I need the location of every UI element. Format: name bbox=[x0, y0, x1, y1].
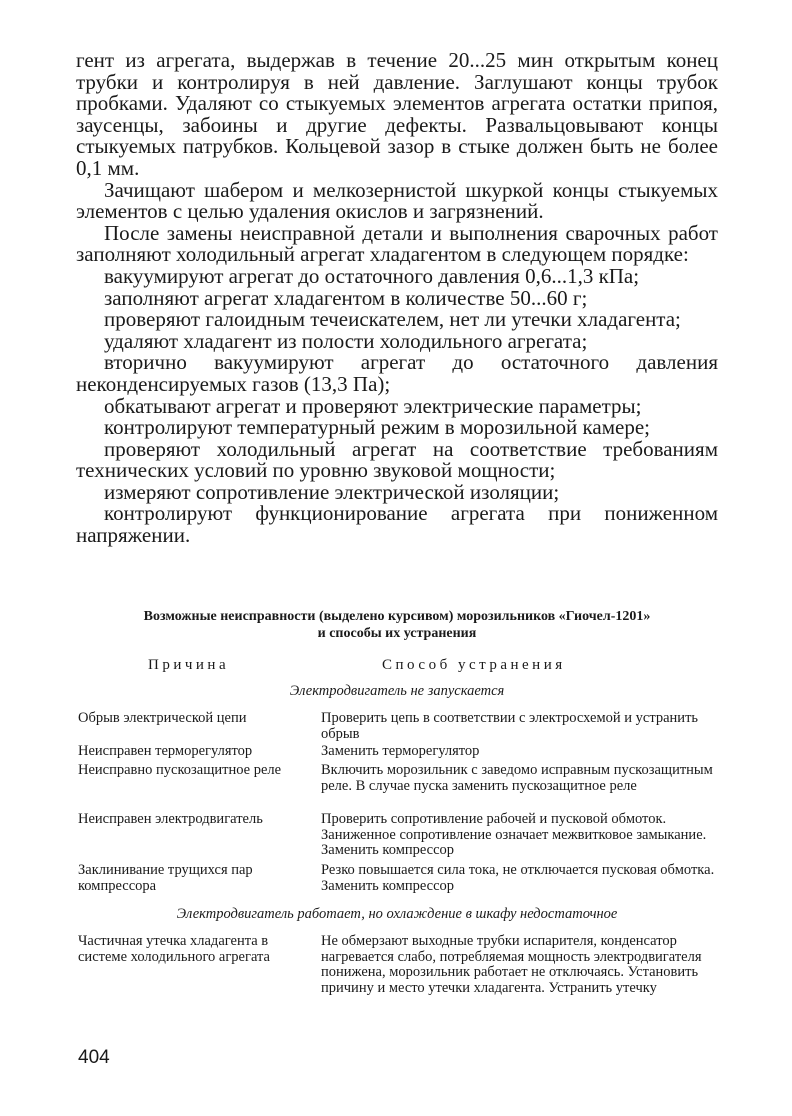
list-item: измеряют сопротивление электрической изоляции; bbox=[104, 479, 560, 504]
cause-cell: Частичная утечка хладагента в системе холодильного агрегата bbox=[78, 933, 270, 965]
list-item: вторично вакуумируют агрегат до остаточного давления неконденсируемых газов (13,3 Па); bbox=[76, 350, 718, 396]
paragraph-2: Зачищают шабером и мелкозернистой шкуркой концы стыкуемых элементов с целью удаления окислов и загрязнений. bbox=[76, 177, 718, 224]
body-text bbox=[76, 50, 718, 547]
cause-cell: Обрыв электрической цепи bbox=[78, 710, 247, 726]
list-item: проверяют холодильный агрегат на соответствие требованиям технических условий по уровню звуковой мощности; bbox=[76, 436, 718, 483]
fix-cell: Не обмерзают выходные трубки испарителя, конденсатор нагревается слабо, потребляемая мощность электродвигателя понижена, морозильник работает не отключаясь. Установить причину и место утечки хладагента. Устранить утечку bbox=[321, 933, 702, 996]
fix-cell: Включить морозильник с заведомо исправным пускозащитным реле. В случае пуска заменить пускозащитное реле bbox=[321, 762, 713, 794]
cause-cell: Неисправно пускозащитное реле bbox=[78, 762, 282, 778]
cause-cell: Заклинивание трущихся пар компрессора bbox=[78, 862, 253, 894]
list-item: обкатывают агрегат и проверяют электрические параметры; bbox=[104, 393, 642, 418]
fix-cell: Резко повышается сила тока, не отключается пусковая обмотка. Заменить компрессор bbox=[321, 862, 715, 894]
section-heading-2: Электродвигатель работает, но охлаждение в шкафу недостаточное bbox=[176, 906, 618, 922]
page-number: 404 bbox=[78, 1047, 110, 1068]
fix-cell: Проверить сопротивление рабочей и пусковой обмоток. Заниженное сопротивление означает межвитковое замыкание. Заменить компрессор bbox=[321, 811, 707, 858]
cause-cell: Неисправен терморегулятор bbox=[78, 743, 253, 759]
cause-cell: Неисправен электродвигатель bbox=[78, 811, 263, 827]
table-title bbox=[76, 608, 718, 642]
list-item: удаляют хладагент из полости холодильного агрегата; bbox=[104, 328, 588, 353]
table-title-line-1: Возможные неисправности (выделено курсивом) морозильников «Гиочел-1201» bbox=[143, 609, 651, 624]
section-heading-1: Электродвигатель не запускается bbox=[289, 683, 505, 699]
list-item: проверяют галоидным течеискателем, нет ли утечки хладагента; bbox=[104, 307, 681, 332]
list-item: вакуумируют агрегат до остаточного давления 0,6...1,3 кПа; bbox=[104, 263, 640, 288]
table-title-line-2: и способы их устранения bbox=[317, 626, 477, 641]
list-item: контролируют температурный режим в морозильной камере; bbox=[104, 415, 651, 440]
fix-cell: Заменить терморегулятор bbox=[321, 743, 480, 759]
list-item: контролируют функционирование агрегата при пониженном напряжении. bbox=[76, 501, 718, 548]
paragraph-3: После замены неисправной детали и выполнения сварочных работ заполняют холодильный агрегат хладагентом в следующем порядке: bbox=[76, 220, 718, 267]
paragraph-1: гент из агрегата, выдержав в течение 20...25 мин открытым конец трубки и контролируя в ней давление. Заглушают концы трубок пробками. Удаляют со стыкуемых элементов агрегата остатки припоя, заусенцы, забоины и другие дефекты. Развальцовывают концы стыкуемых патрубков. Кольцевой зазор в стыке должен быть не более 0,1 мм. bbox=[76, 48, 718, 180]
fix-cell: Проверить цепь в соответствии с электросхемой и устранить обрыв bbox=[321, 710, 699, 742]
column-header-fix: Способ устранения bbox=[382, 657, 566, 673]
column-header-cause: Причина bbox=[148, 657, 230, 673]
list-item: заполняют агрегат хладагентом в количестве 50...60 г; bbox=[104, 285, 588, 310]
